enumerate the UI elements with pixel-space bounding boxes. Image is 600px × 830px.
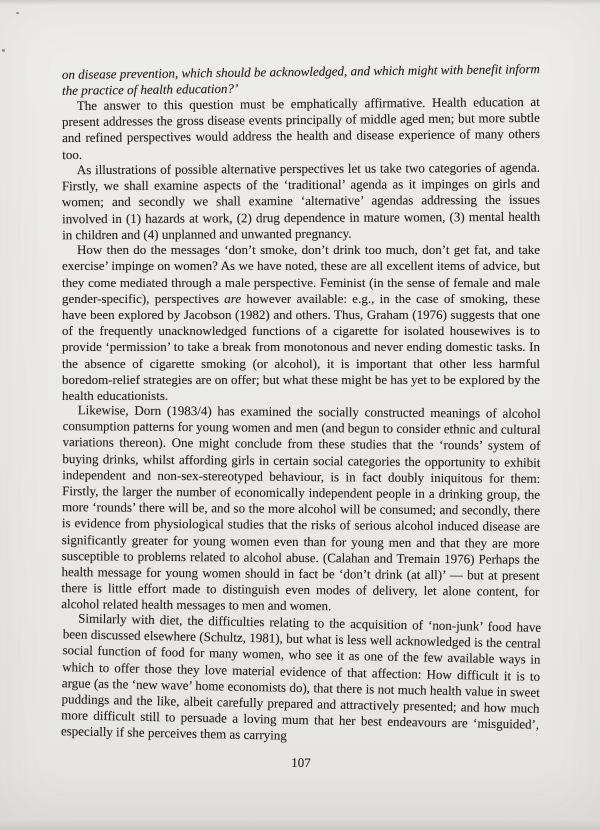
photo-bottom-edge	[0, 820, 600, 830]
dust-speck	[16, 12, 19, 14]
paragraph: Likewise, Dorn (1983/4) has examined the socially constructed meanings of alcohol consumption patterns for young women and men (and begun to consider ethnic and cultural variations thereon). One might conclude from these studies that the ‘rounds’ system of buying drinks, whilst affording girls in certain social categories the opportunity to exhibit independent and non-sex-stereotyped behaviour, is in fact doubly iniquitous for them: Firstly, the larger the number of economically independent people in a drinking group, the more ‘rounds’ there will be, and so the more alcohol will be consumed; and secondly, there is evidence from physiological studies that the risks of serious alcohol induced disease are significantly greater for young women even than for young men and that they are more susceptible to problems related to alcohol abuse. (Calahan and Tremain 1976) Perhaps the health message for young women should in fact be ‘don’t drink (at all)’ — but at present there is little effort made to distinguish even modes of delivery, let alone content, for alcohol related health messages to men and women.	[61, 402, 541, 614]
photo-top-shadow	[0, 0, 600, 5]
dust-speck	[2, 49, 5, 52]
text-block	[60, 61, 542, 771]
paragraphs	[60, 61, 542, 745]
paragraph: How then do the messages ‘don’t smoke, don’t drink too much, don’t get fat, and take exercise’ impinge on women? As we have noted, these are all excellent items of advice, but they come mediated through a male perspective. Feminist (in the sense of female and male gender-specific), perspectives are however available: e.g., in the case of smoking, these have been explored by Jacobson (1982) and others. Thus, Graham (1976) suggests that one of the frequently unacknowledged functions of a cigarette for isolated housewives is to provide ‘permission’ to take a break from monotonous and never ending domestic tasks. In the absence of cigarette smoking (or alcohol), it is important that other less harmful boredom-relief strategies are on offer; but what these might be has yet to be explored by the health educationists.	[62, 242, 540, 404]
paragraph: on disease prevention, which should be acknowledged, and which might with benefit inform the practice of health education?’	[61, 61, 540, 99]
paragraph: Similarly with diet, the difficulties relating to the acquisition of ‘non-junk’ food have been discussed elsewhere (Schultz, 1981), but what is less well acknowledged is the central social function of food for many women, who see it as one of the few available ways in which to offer those they love material evidence of that affection: How difficult it is to argue (as the ‘new wave’ home economists do), that there is not much health value in sweet puddings and the like, albeit carefully prepared and attractively presented; and how much more difficult still to persuade a loving mum that her best endeavours are ‘misguided’, especially if she perceives them as carrying	[60, 610, 542, 744]
paragraph: The answer to this question must be emphatically affirmative. Health education at present addresses the gross disease events principally of middle aged men; but more subtle and refined perspectives would address the health and disease experience of many others too.	[61, 94, 541, 163]
page-number: 107	[291, 754, 311, 770]
paragraph: As illustrations of possible alternative perspectives let us take two categories of agenda. Firstly, we shall examine aspects of the ‘traditional’ agenda as it impinges on girls and women; and secondly we shall examine ‘alternative’ agendas addressing the issues involved in (1) hazards at work, (2) drug dependence in mature women, (3) mental health in children and (4) unplanned and unwanted pregnancy.	[61, 159, 541, 243]
